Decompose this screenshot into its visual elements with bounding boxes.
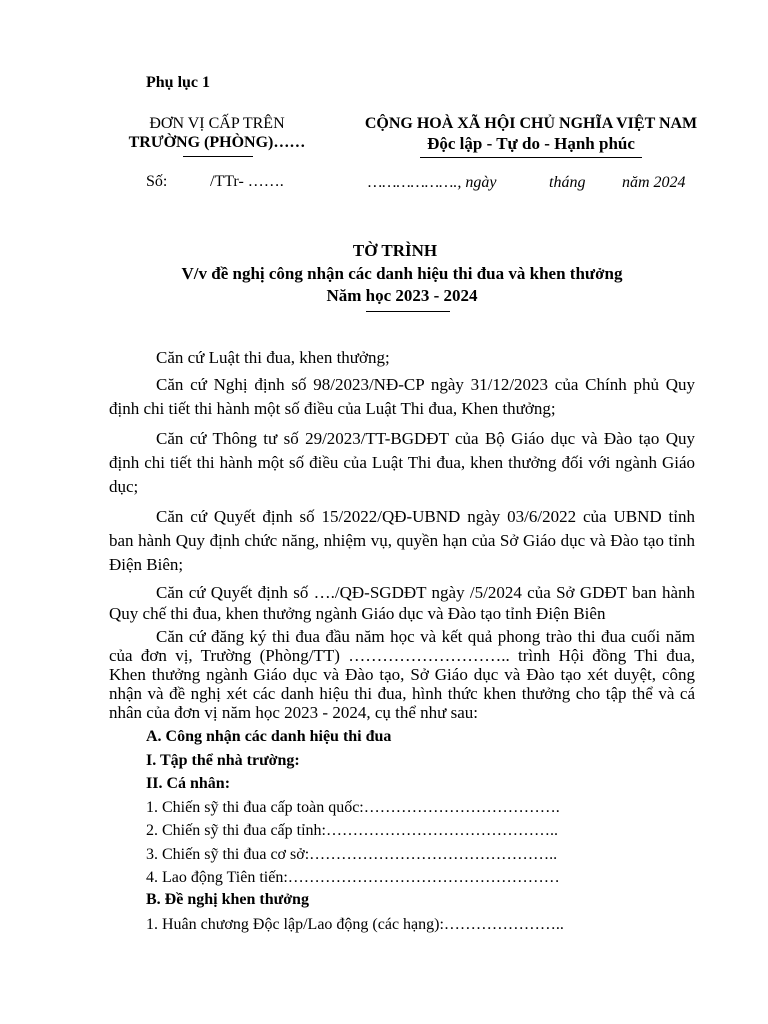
date-year: năm 2024 [622,174,686,191]
paragraph-legal-basis-2: Căn cứ Nghị định số 98/2023/NĐ-CP ngày 31/12/2023 của Chính phủ Quy định chi tiết thi hành một số điều của Luật Thi đua, Khen thưởng; [109,375,695,418]
document-title: TỜ TRÌNH [352,241,438,260]
place-date: ………………., ngày [368,174,497,191]
section-b-title: B. Đề nghị khen thưởng [146,891,309,908]
number-value: /TTr- ……. [210,173,284,190]
paragraph-proposal: Căn cứ đăng ký thi đua đầu năm học và kết quả phong trào thi đua cuối năm của đơn vị, Trường (Phòng/TT) ……………………….. trình Hội đồng Thi đua, Khen thưởng ngành Giáo dục và Đào tạo, Sở Giáo dục và Đào tạo xét duyệt, công nhận và đề nghị xét các danh hiệu thi đua, hình thức khen thưởng cho tập thể và cá nhân của đơn vị năm học 2023 - 2024, cụ thể như sau: [109,627,695,722]
unit-underline [183,156,253,157]
country-name: CỘNG HOÀ XÃ HỘI CHỦ NGHĨA VIỆT NAM [364,115,698,132]
unit-top: ĐƠN VỊ CẤP TRÊN [149,115,285,132]
paragraph-legal-basis-4: Căn cứ Quyết định số 15/2022/QĐ-UBND ngày 03/6/2022 của UBND tỉnh ban hành Quy định chức năng, nhiệm vụ, quyền hạn của Sở Giáo dục và Đào tạo tỉnh Điện Biên; [109,507,695,574]
section-i-title: I. Tập thể nhà trường: [146,752,300,769]
paragraph-legal-basis-1: Căn cứ Luật thi đua, khen thưởng; [156,348,390,367]
list-item: 1. Chiến sỹ thi đua cấp toàn quốc:………………………………. [146,799,560,816]
list-item: 2. Chiến sỹ thi đua cấp tỉnh:…………………………………….. [146,822,558,839]
list-item: 4. Lao động Tiên tiến:…………………………………………… [146,869,560,886]
list-item: 3. Chiến sỹ thi đua cơ sở:……………………………………….. [146,846,558,863]
section-ii-title: II. Cá nhân: [146,775,231,792]
list-item: 1. Huân chương Độc lập/Lao động (các hạng):………………….. [146,916,564,933]
document-year: Năm học 2023 - 2024 [326,286,478,305]
unit-school: TRƯỜNG (PHÒNG)…… [128,134,306,151]
section-a-title: A. Công nhận các danh hiệu thi đua [146,728,392,745]
paragraph-legal-basis-5: Căn cứ Quyết định số …./QĐ-SGDĐT ngày /5/2024 của Sở GDĐT ban hành Quy chế thi đua, khen thưởng ngành Giáo dục và Đào tạo tỉnh Điện Biên [109,583,695,623]
document-subject: V/v đề nghị công nhận các danh hiệu thi đua và khen thưởng [181,264,623,283]
appendix-label: Phụ lục 1 [146,74,211,91]
title-underline [366,311,450,312]
date-month: tháng [549,174,586,191]
number-label: Số: [146,173,168,190]
national-motto: Độc lập - Tự do - Hạnh phúc [427,134,635,153]
motto-underline [420,157,642,158]
paragraph-legal-basis-3: Căn cứ Thông tư số 29/2023/TT-BGDĐT của Bộ Giáo dục và Đào tạo Quy định chi tiết thi hành một số điều của Luật Thi đua, khen thưởng đối với ngành Giáo dục; [109,429,695,496]
